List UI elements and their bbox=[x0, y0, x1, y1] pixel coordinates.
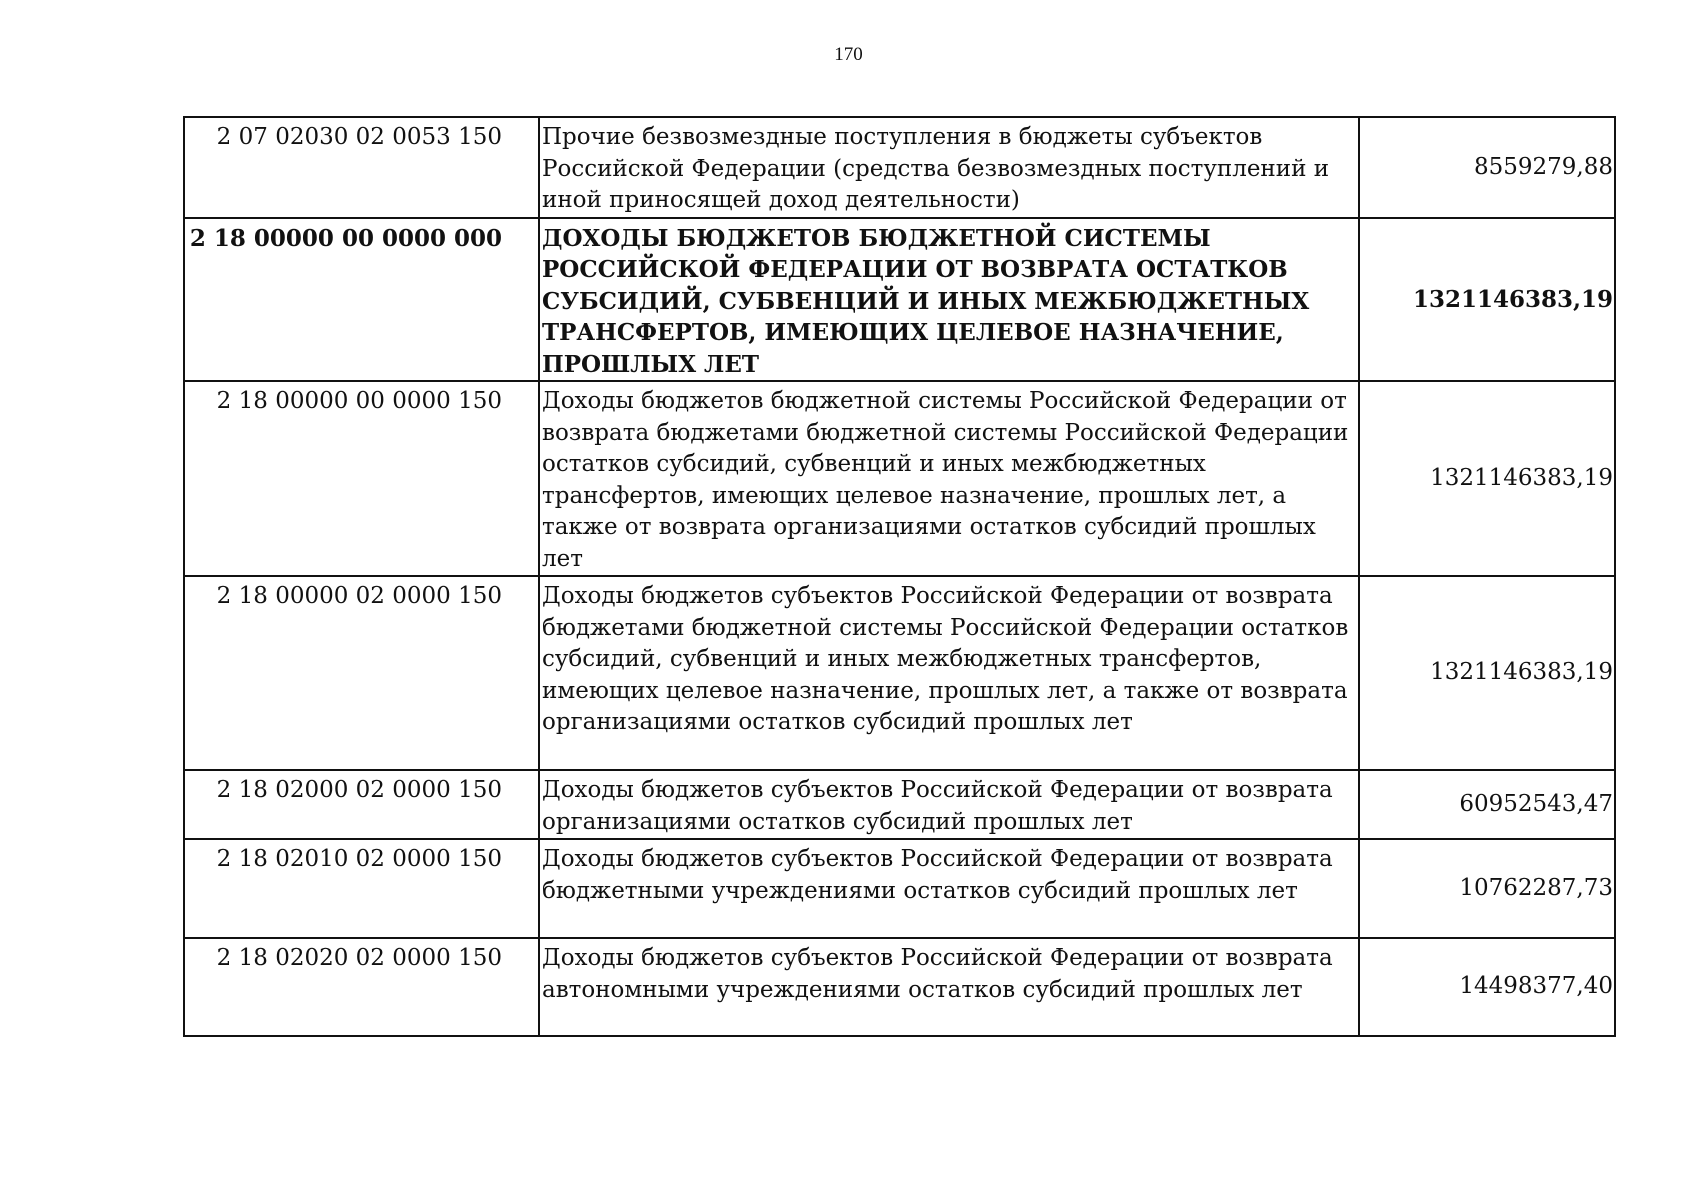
amount-cell: 1321146383,19 bbox=[1359, 381, 1615, 576]
amount-cell: 10762287,73 bbox=[1359, 839, 1615, 938]
table-row bbox=[184, 839, 1615, 938]
revenue-name-cell: Прочие безвозмездные поступления в бюджеты субъектов Российской Федерации (средства безвозмездных поступлений и иной приносящей доход деятельности) bbox=[539, 117, 1359, 218]
revenue-name-cell: Доходы бюджетов субъектов Российской Федерации от возврата автономными учреждениями остатков субсидий прошлых лет bbox=[539, 938, 1359, 1036]
table-row bbox=[184, 576, 1615, 770]
budget-code-cell: 2 18 02000 02 0000 150 bbox=[184, 770, 539, 839]
revenue-name-cell: Доходы бюджетов субъектов Российской Федерации от возврата бюджетами бюджетной системы Российской Федерации остатков субсидий, субвенций и иных межбюджетных трансфертов, имеющих целевое назначение, прошлых лет, а также от возврата организациями остатков субсидий прошлых лет bbox=[539, 576, 1359, 770]
table-row bbox=[184, 117, 1615, 218]
table-row bbox=[184, 770, 1615, 839]
budget-code-cell: 2 18 02010 02 0000 150 bbox=[184, 839, 539, 938]
revenue-name-cell: Доходы бюджетов бюджетной системы Российской Федерации от возврата бюджетами бюджетной системы Российской Федерации остатков субсидий, субвенций и иных межбюджетных трансфертов, имеющих целевое назначение, прошлых лет, а также от возврата организациями остатков субсидий прошлых лет bbox=[539, 381, 1359, 576]
budget-code-cell: 2 18 02020 02 0000 150 bbox=[184, 938, 539, 1036]
page-number: 170 bbox=[834, 44, 863, 65]
budget-code-cell: 2 18 00000 00 0000 150 bbox=[184, 381, 539, 576]
amount-cell: 1321146383,19 bbox=[1359, 576, 1615, 770]
amount-cell: 8559279,88 bbox=[1359, 117, 1615, 218]
revenue-name-cell: Доходы бюджетов субъектов Российской Федерации от возврата организациями остатков субсидий прошлых лет bbox=[539, 770, 1359, 839]
budget-code-cell: 2 07 02030 02 0053 150 bbox=[184, 117, 539, 218]
revenue-name-cell: ДОХОДЫ БЮДЖЕТОВ БЮДЖЕТНОЙ СИСТЕМЫ РОССИЙСКОЙ ФЕДЕРАЦИИ ОТ ВОЗВРАТА ОСТАТКОВ СУБСИДИЙ, СУБВЕНЦИЙ И ИНЫХ МЕЖБЮДЖЕТНЫХ ТРАНСФЕРТОВ, ИМЕЮЩИХ ЦЕЛЕВОЕ НАЗНАЧЕНИЕ, ПРОШЛЫХ ЛЕТ bbox=[539, 218, 1359, 382]
amount-cell: 60952543,47 bbox=[1359, 770, 1615, 839]
table-row bbox=[184, 381, 1615, 576]
table-row bbox=[184, 938, 1615, 1036]
amount-cell: 1321146383,19 bbox=[1359, 218, 1615, 382]
table-row bbox=[184, 218, 1615, 382]
budget-code-cell: 2 18 00000 00 0000 000 bbox=[184, 218, 539, 382]
amount-cell: 14498377,40 bbox=[1359, 938, 1615, 1036]
budget-revenue-table bbox=[183, 116, 1616, 1037]
budget-code-cell: 2 18 00000 02 0000 150 bbox=[184, 576, 539, 770]
revenue-name-cell: Доходы бюджетов субъектов Российской Федерации от возврата бюджетными учреждениями остатков субсидий прошлых лет bbox=[539, 839, 1359, 938]
